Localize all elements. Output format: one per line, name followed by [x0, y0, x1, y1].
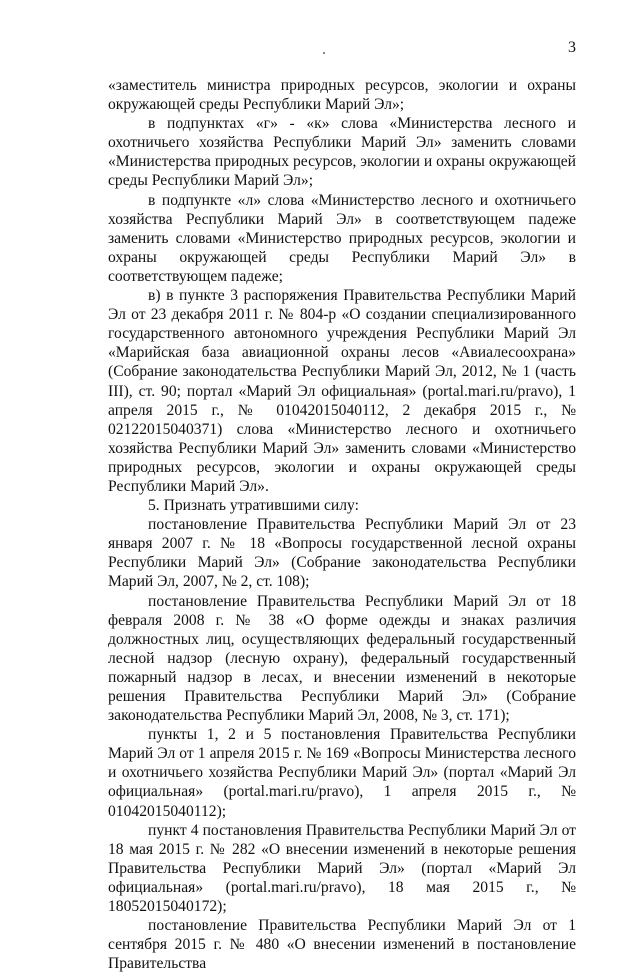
- paragraph: «заместитель министра природных ресурсов, экологии и охраны окружающей среды Республики Марий Эл»;: [108, 77, 576, 114]
- paragraph: в) в пункте 3 распоряжения Правительства Республики Марий Эл от 23 декабря 2011 г. № 804-р «О создании специализированного государственного автономного учреждения Республики Марий Эл «Марийская база авиационной охраны лесов «Авиалесоохрана» (Собрание законодательства Республики Марий Эл, 2012, № 1 (часть III), ст. 90; портал «Марий Эл официальная» (portal.mari.ru/pravo), 1 апреля 2015 г., № 01042015040112, 2 декабря 2015 г., № 02122015040371) слова «Министерство лесного и охотничьего хозяйства Республики Марий Эл» заменить словами «Министерство природных ресурсов, экологии и охраны окружающей среды Республики Марий Эл».: [108, 287, 576, 495]
- paragraph: постановление Правительства Республики Марий Эл от 23 января 2007 г. № 18 «Вопросы государственной лесной охраны Республики Марий Эл» (Собрание законодательства Республики Марий Эл, 2007, № 2, ст. 108);: [108, 516, 576, 591]
- paragraph: пункты 1, 2 и 5 постановления Правительства Республики Марий Эл от 1 апреля 2015 г. № 169 «Вопросы Министерства лесного и охотничьего хозяйства Республики Марий Эл» (портал «Марий Эл официальная» (portal.mari.ru/pravo), 1 апреля 2015 г., № 01042015040112);: [108, 726, 576, 820]
- scan-dot: [323, 52, 325, 54]
- paragraph: постановление Правительства Республики Марий Эл от 18 февраля 2008 г. № 38 «О форме одежды и знаках различия должностных лиц, осуществляющих федеральный государственный лесной надзор (лесную охрану), федеральный государственный пожарный надзор в лесах, и внесении изменений в некоторые решения Правительства Республики Марий Эл» (Собрание законодательства Республики Марий Эл, 2008, № 3, ст. 171);: [108, 592, 576, 725]
- document-body: [108, 76, 576, 973]
- paragraph: в подпункте «л» слова «Министерство лесного и охотничьего хозяйства Республики Марий Эл» в соответствующем падеже заменить словами «Министерство природных ресурсов, экологии и охраны окружающей среды Республики Марий Эл» в соответствующем падеже;: [108, 191, 576, 285]
- paragraph: пункт 4 постановления Правительства Республики Марий Эл от 18 мая 2015 г. № 282 «О внесении изменений в некоторые решения Правительства Республики Марий Эл» (портал «Марий Эл официальная» (portal.mari.ru/pravo), 18 мая 2015 г., № 18052015040172);: [108, 821, 576, 916]
- section-heading: 5. Признать утратившими силу:: [148, 497, 359, 515]
- paragraph: в подпунктах «г» - «к» слова «Министерства лесного и охотничьего хозяйства Республики Марий Эл» заменить словами «Министерства природных ресурсов, экологии и охраны окружающей среды Республики Марий Эл»;: [108, 115, 576, 190]
- paragraph: постановление Правительства Республики Марий Эл от 1 сентября 2015 г. № 480 «О внесении изменений в постановление Правительства: [108, 917, 576, 973]
- page-number: 3: [568, 39, 576, 56]
